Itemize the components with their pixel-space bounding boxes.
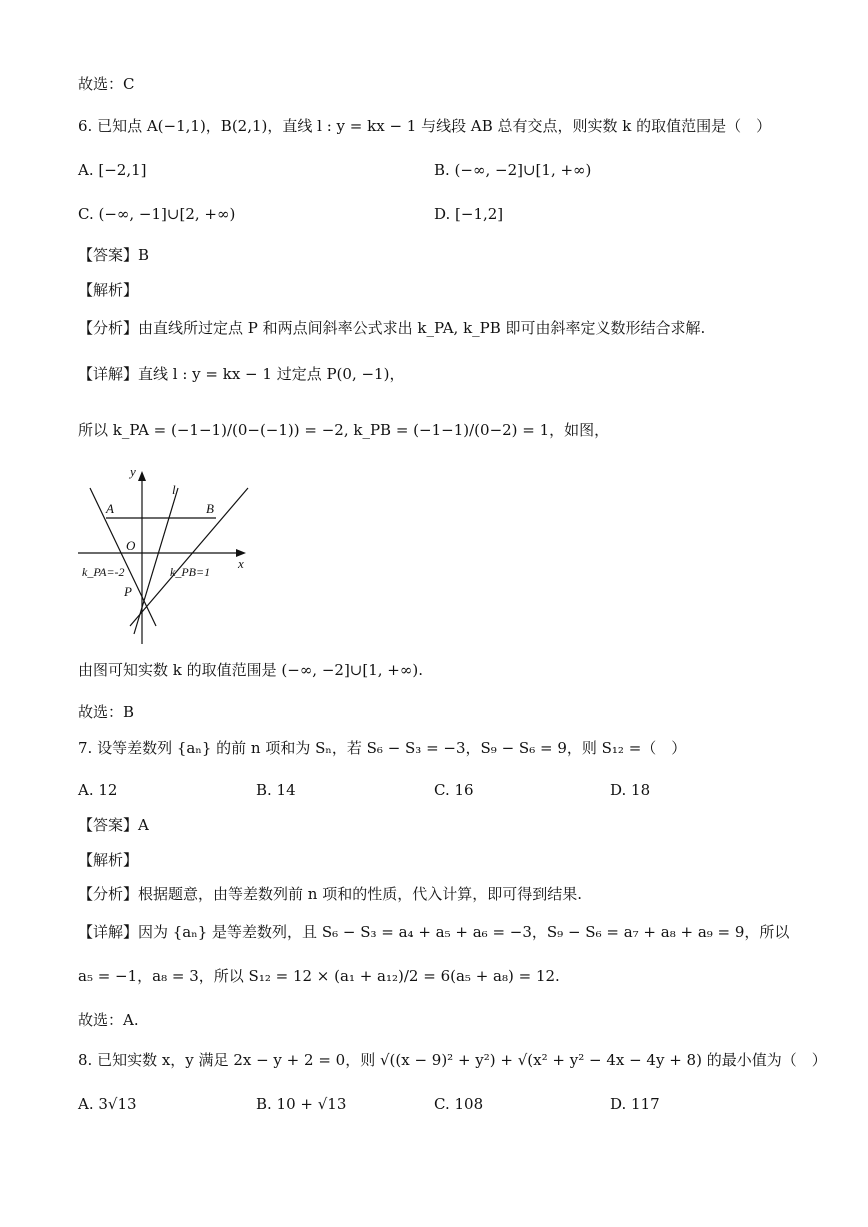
slope-diagram-svg: [78, 466, 258, 644]
question-7-option-b: B. 14: [256, 781, 296, 799]
previous-choice: 故选：C: [78, 75, 135, 93]
line-l: [134, 488, 178, 634]
label-y: y: [130, 466, 136, 479]
question-8-option-b: B. 10 + √13: [256, 1095, 347, 1113]
question-6-choice: 故选：B: [78, 703, 135, 721]
label-kpa: k_PA=-2: [82, 565, 125, 579]
label-kpb: k_PB=1: [170, 565, 211, 579]
label-b: B: [206, 501, 214, 516]
question-6-jiexi-heading: 【解析】: [78, 281, 139, 299]
question-6-option-b: B. (−∞, −2]∪[1, +∞): [434, 161, 592, 179]
line-pa: [90, 488, 156, 626]
question-7-option-d: D. 18: [610, 781, 651, 799]
label-x: x: [238, 556, 244, 571]
question-8-stem: 8. 已知实数 x，y 满足 2x − y + 2 = 0，则 √((x − 9)² + y²) + √(x² + y² − 4x − 4y + 8) 的最小值为（ ）: [78, 1051, 827, 1069]
question-6-answer: 【答案】B: [78, 246, 150, 264]
question-6-stem: 6. 已知点 A(−1,1)，B(2,1)，直线 l : y = kx − 1 与线段 AB 总有交点，则实数 k 的取值范围是（ ）: [78, 117, 772, 135]
label-o: O: [126, 538, 136, 553]
question-7-detail: 【详解】因为 {aₙ} 是等差数列，且 S₆ − S₃ = a₄ + a₅ + a₆ = −3，S₉ − S₆ = a₇ + a₈ + a₉ = 9，所以: [78, 923, 790, 941]
question-6-option-c: C. (−∞, −1]∪[2, +∞): [78, 205, 236, 223]
label-p: P: [124, 584, 132, 599]
question-6-analysis: 【分析】由直线所过定点 P 和两点间斜率公式求出 k_PA, k_PB 即可由斜率定义数形结合求解.: [78, 319, 706, 337]
line-pb: [130, 488, 248, 626]
question-7-choice: 故选：A.: [78, 1011, 139, 1029]
question-8-option-d: D. 117: [610, 1095, 660, 1113]
question-6-calculation: 所以 k_PA = (−1−1)/(0−(−1)) = −2, k_PB = (−1−1)/(0−2) = 1，如图，: [78, 421, 610, 439]
question-8-option-a: A. 3√13: [78, 1095, 137, 1113]
slope-diagram: [78, 466, 258, 644]
question-7-answer: 【答案】A: [78, 816, 149, 834]
question-6-option-a: A. [−2,1]: [78, 161, 147, 179]
question-6-option-d: D. [−1,2]: [434, 205, 504, 223]
question-7-calculation: a₅ = −1，a₈ = 3，所以 S₁₂ = 12 × (a₁ + a₁₂)/2 = 6(a₅ + a₈) = 12.: [78, 967, 560, 985]
label-a: A: [106, 501, 114, 516]
question-7-stem: 7. 设等差数列 {aₙ} 的前 n 项和为 Sₙ，若 S₆ − S₃ = −3，S₉ − S₆ = 9，则 S₁₂ =（ ）: [78, 739, 687, 757]
question-7-option-a: A. 12: [78, 781, 118, 799]
question-7-option-c: C. 16: [434, 781, 474, 799]
y-axis-arrow-icon: [138, 471, 146, 481]
label-l: l: [172, 482, 176, 497]
question-6-detail: 【详解】直线 l : y = kx − 1 过定点 P(0, −1)，: [78, 365, 405, 383]
question-7-analysis: 【分析】根据题意，由等差数列前 n 项和的性质，代入计算，即可得到结果.: [78, 885, 582, 903]
question-7-jiexi-heading: 【解析】: [78, 851, 139, 869]
question-6-conclusion: 由图可知实数 k 的取值范围是 (−∞, −2]∪[1, +∞).: [78, 661, 423, 679]
question-8-option-c: C. 108: [434, 1095, 484, 1113]
